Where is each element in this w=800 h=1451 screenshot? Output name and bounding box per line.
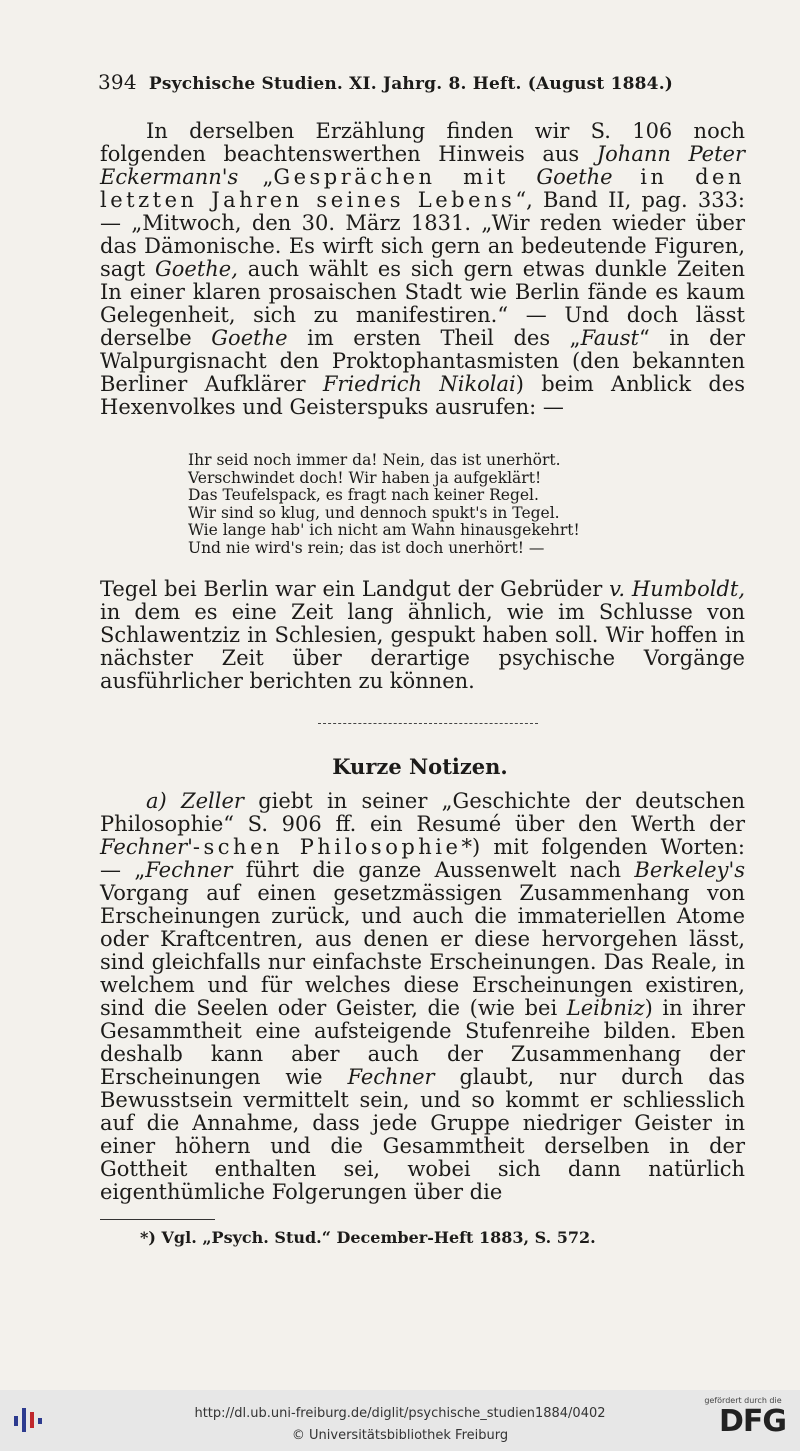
italic-run: Johann Peter Eckermann's bbox=[100, 142, 745, 189]
text-run: giebt in seiner „Geschichte der deutschen Philosophie“ S. 906 ff. ein Resumé über den Werth der bbox=[100, 789, 745, 836]
italic-run: Friedrich Nikolai bbox=[322, 372, 516, 396]
poem-line: Das Teufelspack, es fragt nach keiner Regel. bbox=[188, 486, 539, 504]
italic-run: Fechner' bbox=[100, 835, 193, 859]
text-run: führt die ganze Aussenwelt nach bbox=[232, 858, 635, 882]
text-run: glaubt, nur durch das Bewusstsein vermittelt sein, und so kommt er schliesslich auf die Annahme, dass jede Gruppe niedriger Geister in einer höhern und die Gesammtheit derselben in der Gottheit enthalten sei, wobei sich dann natürlich eigenthümliche Folgerungen über die bbox=[100, 1065, 745, 1204]
spaced-run: -schen Philosophie bbox=[192, 835, 462, 859]
paragraph-tegel bbox=[100, 578, 745, 693]
text-run: auch wählt es sich gern etwas dunkle Zeiten In einer klaren prosaischen Stadt wie Berlin fände es kaum Gelegenheit, sich zu manifestiren.“ — Und doch lässt derselbe bbox=[100, 257, 745, 350]
poem-line: Wie lange hab' ich nicht am Wahn hinausgekehrt! bbox=[188, 521, 580, 539]
text-run: Vorgang auf einen gesetzmässigen Zusammenhang von Erscheinungen zurück, und auch die immateriellen Atome oder Kraftcentren, aus denen er diese hervorgehen lässt, sind gleichfalls nur einfachste Erscheinungen. Das Reale, in welchem und für welches diese Erscheinungen existiren, sind die Seelen oder Geister, die (wie bei bbox=[100, 881, 745, 1020]
italic-run: Berkeley's bbox=[634, 858, 745, 882]
italic-run: Fechner bbox=[347, 1065, 435, 1089]
dfg-tagline: gefördert durch die bbox=[704, 1396, 782, 1405]
spaced-run: Gesprächen mit bbox=[273, 165, 537, 189]
copyright-notice: © Universitätsbibliothek Freiburg bbox=[291, 1428, 509, 1443]
paragraph-eckermann bbox=[100, 120, 745, 419]
footnote-rule bbox=[100, 1219, 215, 1220]
section-title: Kurze Notizen. bbox=[332, 754, 508, 779]
text-run: *) mit folgenden Worten: — „ bbox=[100, 835, 745, 882]
paragraph-zeller bbox=[100, 790, 745, 1204]
text-run: ) beim Anblick des Hexenvolkes und Geisterspuks ausrufen: — bbox=[100, 372, 746, 419]
dfg-logo: DFG bbox=[718, 1404, 786, 1439]
permalink-url[interactable]: http://dl.ub.uni-freiburg.de/diglit/psychische_studien1884/0402 bbox=[194, 1406, 606, 1421]
italic-run: Goethe bbox=[211, 326, 288, 350]
poem-line: Und nie wird's rein; das ist doch unerhört! — bbox=[188, 538, 545, 557]
text-run: im ersten Theil des „ bbox=[287, 326, 581, 350]
running-title: Psychische Studien. XI. Jahrg. 8. Heft. (August 1884.) bbox=[148, 74, 674, 94]
spaced-run: in den letzten Jahren seines Lebens bbox=[100, 165, 745, 212]
italic-run: Leibniz bbox=[566, 996, 645, 1020]
italic-run: Goethe, bbox=[155, 257, 238, 281]
footnote: *) Vgl. „Psych. Stud.“ December-Heft 1883, S. 572. bbox=[140, 1228, 596, 1247]
poem-line: Ihr seid noch immer da! Nein, das ist unerhört. bbox=[188, 451, 561, 469]
poem-line: Wir sind so klug, und dennoch spukt's in Tegel. bbox=[188, 503, 560, 522]
digital-library-footer bbox=[0, 1390, 800, 1451]
text-run: „ bbox=[238, 165, 274, 189]
italic-run: Goethe bbox=[536, 165, 613, 189]
running-header bbox=[98, 70, 738, 94]
text-run: ) in ihrer Gesammtheit eine aufsteigende Stufenreihe bilden. Eben deshalb kann aber auch der Zusammenhang der Erscheinungen wie bbox=[100, 996, 746, 1089]
section-divider bbox=[318, 723, 538, 724]
text-run: in dem es eine Zeit lang ähnlich, wie im Schlusse von Schlawentziz in Schlesien, gespukt haben soll. Wir hoffen in nächster Zeit über derartige psychische Vorgänge ausführlicher berichten zu können. bbox=[100, 600, 745, 693]
italic-run: a) Zeller bbox=[146, 789, 244, 813]
text-run: Tegel bei Berlin war ein Landgut der Gebrüder bbox=[100, 577, 610, 601]
text-run: “, Band II, pag. 333: — „Mitwoch, den 30. März 1831. „Wir reden wieder über das Dämonische. Es wirft sich gern an bedeutende Figuren, sagt bbox=[100, 188, 745, 281]
page-number: 394 bbox=[98, 70, 137, 94]
italic-run: Faust bbox=[580, 326, 639, 350]
text-run: “ in der Walpurgisnacht den Proktophantasmisten (den bekannten Berliner Aufklärer bbox=[100, 326, 745, 396]
text-run: In derselben Erzählung finden wir S. 106 noch folgenden beachtenswerthen Hinweis aus bbox=[100, 119, 745, 166]
poem-line: Verschwindet doch! Wir haben ja aufgeklärt! bbox=[188, 468, 542, 487]
italic-run: v. Humboldt, bbox=[609, 577, 745, 601]
italic-run: Fechner bbox=[145, 858, 233, 882]
poem-quote bbox=[188, 452, 708, 557]
